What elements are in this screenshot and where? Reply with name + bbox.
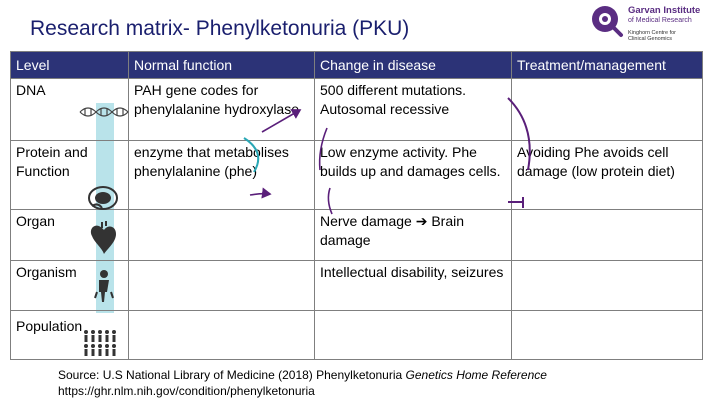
source-title: Genetics Home Reference <box>405 368 547 382</box>
level-label: Protein and Function <box>16 144 88 179</box>
treatment-cell: Avoiding Phe avoids cell damage (low protein diet) <box>512 141 703 210</box>
table-header-row <box>11 52 703 79</box>
level-cell <box>11 210 129 261</box>
change-cell: Low enzyme activity. Phe builds up and damages cells. <box>315 141 512 210</box>
treatment-cell <box>512 261 703 311</box>
level-cell <box>11 79 129 141</box>
logo-sub-line-1: Kinghorn Centre for <box>628 30 676 36</box>
header-normal-function: Normal function <box>129 52 315 79</box>
table-row <box>11 311 703 360</box>
source-line-1 <box>58 367 547 383</box>
garvan-logo <box>590 2 710 52</box>
table-row <box>11 210 703 261</box>
change-cell: 500 different mutations. Autosomal recessive <box>315 79 512 141</box>
treatment-cell <box>512 311 703 360</box>
logo-org-name <box>628 6 700 26</box>
level-cell <box>11 141 129 210</box>
level-label: Organism <box>16 264 77 280</box>
level-label: Organ <box>16 213 55 229</box>
logo-sub-line-2: Clinical Genomics <box>628 36 673 42</box>
level-label: Population <box>16 318 83 334</box>
table-row <box>11 141 703 210</box>
logo-org-line-1: Garvan Institute <box>628 5 701 16</box>
normal-cell <box>129 210 315 261</box>
header-change-in-disease: Change in disease <box>315 52 512 79</box>
level-cell <box>11 261 129 311</box>
change-cell <box>315 311 512 360</box>
change-cell: Nerve damage ➔ Brain damage <box>315 210 512 261</box>
source-prefix: Source: U.S National Library of Medicine (2018) Phenylketonuria <box>58 368 406 382</box>
level-label: DNA <box>16 82 46 98</box>
source-url[interactable]: https://ghr.nlm.nih.gov/condition/phenylketonuria <box>58 384 315 398</box>
slide-title: Research matrix- Phenylketonuria (PKU) <box>30 17 410 40</box>
change-cell: Intellectual disability, seizures <box>315 261 512 311</box>
logo-subtitle <box>628 30 698 42</box>
treatment-cell <box>512 79 703 141</box>
level-cell <box>11 311 129 360</box>
garvan-logo-icon <box>590 4 624 38</box>
normal-cell: PAH gene codes for phenylalanine hydroxylase <box>129 79 315 141</box>
logo-org-line-2: of Medical Research <box>628 17 692 24</box>
normal-cell: enzyme that metabolises phenylalanine (phe) <box>129 141 315 210</box>
treatment-cell <box>512 210 703 261</box>
table-row <box>11 261 703 311</box>
source-citation <box>58 367 547 399</box>
header-level: Level <box>11 52 129 79</box>
normal-cell <box>129 261 315 311</box>
header-treatment: Treatment/management <box>512 52 703 79</box>
research-matrix-table <box>10 51 703 360</box>
normal-cell <box>129 311 315 360</box>
table-row <box>11 79 703 141</box>
